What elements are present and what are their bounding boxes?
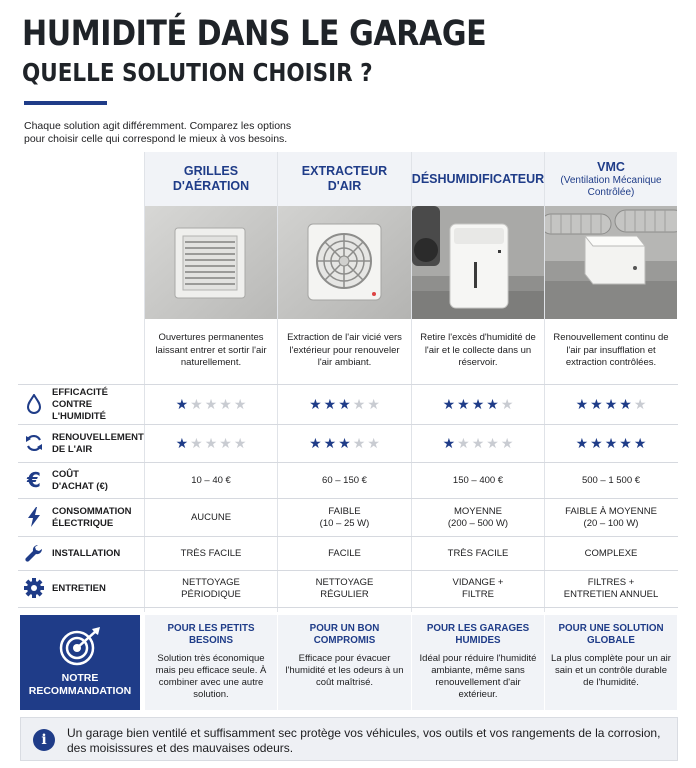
column-description: Extraction de l'air vicié vers l'extérieur pour renouveler l'air ambiant. — [287, 332, 402, 369]
title-line-2: QUELLE SOLUTION CHOISIR ? — [22, 58, 373, 87]
star-empty-icon: ★ — [190, 435, 203, 452]
consumption-value: FAIBLE À MOYENNE (20 – 100 W) — [565, 505, 657, 529]
row-label-consommation: CONSOMMATION ÉLECTRIQUE — [52, 505, 132, 529]
star-filled-icon: ★ — [619, 397, 632, 413]
installation-value: TRÈS FACILE — [180, 547, 242, 559]
star-filled-icon: ★ — [323, 435, 337, 452]
star-empty-icon: ★ — [190, 397, 203, 413]
cost-value: 60 – 150 € — [322, 474, 367, 486]
title-line-1: HUMIDITÉ DANS LE GARAGE — [22, 14, 487, 54]
consumption-value: AUCUNE — [190, 511, 232, 523]
rating-stars — [145, 425, 277, 462]
rating-stars — [545, 425, 677, 462]
star-filled-icon: ★ — [442, 397, 456, 413]
star-empty-icon: ★ — [204, 435, 218, 452]
euro-icon: € — [27, 468, 41, 492]
rating-stars — [412, 425, 544, 462]
column-description: Retire l'excès d'humidité de l'air et le collecte dans un réservoir. — [420, 332, 536, 369]
recommendation-text: La plus complète pour un air sain et un contrôle durable de l'humidité. — [551, 653, 671, 688]
column-description: Renouvellement continu de l'air par insufflation et extraction contrôlées. — [553, 332, 669, 369]
star-filled-icon: ★ — [338, 435, 351, 452]
wrench-icon — [24, 543, 44, 563]
cost-value: 150 – 400 € — [452, 474, 504, 486]
cost-value: 500 – 1 500 € — [581, 474, 641, 486]
row-divider — [18, 607, 678, 608]
recommendation-box — [20, 615, 140, 710]
stars — [176, 398, 247, 412]
column-header-vmc — [545, 152, 677, 206]
installation-value: TRÈS FACILE — [447, 547, 509, 559]
refresh-icon — [24, 433, 44, 453]
star-empty-icon: ★ — [367, 397, 380, 413]
row-label-entretien: ENTRETIEN — [52, 583, 106, 594]
cost-value: 10 – 40 € — [191, 474, 231, 486]
recommendation-heading: POUR UN BON COMPROMIS — [309, 623, 380, 646]
star-empty-icon: ★ — [457, 435, 470, 452]
column-title: VMC — [597, 159, 625, 174]
stars — [443, 398, 514, 412]
recommendation-heading: POUR UNE SOLUTION GLOBALE — [558, 623, 664, 646]
vent-grille-photo — [145, 206, 277, 319]
gear-icon — [24, 578, 44, 598]
recommendation-deshumidificateur — [412, 615, 544, 710]
star-empty-icon: ★ — [500, 397, 514, 413]
column-description: Ouvertures permanentes laissant entrer et sortir l'air naturellement. — [155, 332, 267, 369]
star-filled-icon: ★ — [309, 397, 322, 413]
rating-stars — [545, 386, 677, 424]
recommendation-label: NOTRE RECOMMANDATION — [28, 672, 132, 697]
consumption-value: FAIBLE (10 – 25 W) — [319, 505, 370, 529]
star-filled-icon: ★ — [471, 397, 485, 413]
extractor-fan-photo — [278, 206, 411, 319]
row-label-efficacite: EFFICACITÉ CONTRE L'HUMIDITÉ — [52, 387, 108, 422]
recommendation-heading: POUR LES PETITS BESOINS — [167, 623, 255, 646]
star-filled-icon: ★ — [633, 435, 647, 452]
target-icon — [58, 627, 102, 672]
row-label-cout: COÛT D'ACHAT (€) — [52, 468, 108, 492]
row-label-installation: INSTALLATION — [52, 547, 121, 559]
star-empty-icon: ★ — [352, 397, 366, 413]
column-title: GRILLES D'AÉRATION — [172, 164, 250, 193]
row-label-renouvellement: RENOUVELLEMENT DE L'AIR — [52, 431, 144, 455]
star-empty-icon: ★ — [471, 435, 485, 452]
column-title: EXTRACTEUR D'AIR — [301, 164, 388, 193]
rating-stars — [412, 386, 544, 424]
star-filled-icon: ★ — [575, 435, 589, 452]
star-empty-icon: ★ — [352, 435, 366, 452]
stars — [443, 437, 514, 451]
column-subtitle: (Ventilation Mécanique Contrôlée) — [560, 174, 662, 198]
star-empty-icon: ★ — [500, 435, 514, 452]
star-filled-icon: ★ — [175, 435, 189, 452]
maintenance-value: VIDANGE + FILTRE — [452, 577, 504, 600]
recommendation-text: Idéal pour réduire l'humidité ambiante, même sans renouvellement d'air extérieur. — [419, 653, 537, 700]
title-underline — [24, 101, 107, 105]
column-header-extracteur — [278, 152, 411, 206]
star-empty-icon: ★ — [219, 397, 232, 413]
stars — [576, 398, 647, 412]
star-filled-icon: ★ — [175, 397, 189, 413]
column-title: DÉSHUMIDIFICATEUR — [411, 171, 545, 186]
star-filled-icon: ★ — [457, 397, 470, 413]
vmc-unit-photo — [545, 206, 677, 319]
star-empty-icon: ★ — [233, 435, 247, 452]
intro-text: Chaque solution agit différemment. Comparez les options pour choisir celle qui correspond le mieux à vos besoins. — [24, 120, 292, 145]
star-filled-icon: ★ — [575, 397, 589, 413]
rating-stars — [145, 386, 277, 424]
info-footer — [20, 717, 678, 761]
maintenance-value: FILTRES + ENTRETIEN ANNUEL — [563, 577, 659, 600]
rating-stars — [278, 425, 411, 462]
stars — [309, 437, 380, 451]
maintenance-value: NETTOYAGE PÉRIODIQUE — [181, 577, 241, 600]
star-empty-icon: ★ — [367, 435, 380, 452]
star-filled-icon: ★ — [604, 435, 618, 452]
star-empty-icon: ★ — [204, 397, 218, 413]
column-header-deshumidificateur — [412, 152, 544, 206]
star-filled-icon: ★ — [604, 397, 618, 413]
rating-stars — [278, 386, 411, 424]
lightning-icon — [24, 507, 44, 527]
stars — [576, 437, 647, 451]
star-empty-icon: ★ — [633, 397, 647, 413]
installation-value: FACILE — [328, 547, 361, 559]
recommendation-vmc — [545, 615, 677, 710]
star-empty-icon: ★ — [486, 435, 499, 452]
water-drop-icon — [24, 394, 44, 414]
star-empty-icon: ★ — [233, 397, 247, 413]
star-filled-icon: ★ — [338, 397, 351, 413]
stars — [176, 437, 247, 451]
info-icon: i — [33, 729, 55, 751]
star-filled-icon: ★ — [619, 435, 632, 452]
maintenance-value: NETTOYAGE RÉGULIER — [315, 577, 374, 600]
star-filled-icon: ★ — [309, 435, 322, 452]
star-empty-icon: ★ — [219, 435, 232, 452]
star-filled-icon: ★ — [590, 397, 603, 413]
star-filled-icon: ★ — [486, 397, 499, 413]
recommendation-heading: POUR LES GARAGES HUMIDES — [426, 623, 530, 646]
consumption-value: MOYENNE (200 – 500 W) — [447, 505, 509, 529]
star-filled-icon: ★ — [590, 435, 603, 452]
recommendation-text: Efficace pour évacuer l'humidité et les odeurs à un coût maîtrisé. — [285, 653, 404, 688]
star-filled-icon: ★ — [442, 435, 456, 452]
footer-text: Un garage bien ventilé et suffisamment sec protège vos véhicules, vos outils et vos rangements de la corrosion, des moisissures et des mauvaises odeurs. — [67, 726, 661, 755]
star-filled-icon: ★ — [323, 397, 337, 413]
installation-value: COMPLEXE — [584, 547, 638, 559]
recommendation-text: Solution très économique mais peu efficace seule. À combiner avec une autre solution. — [155, 653, 267, 700]
recommendation-grilles — [145, 615, 277, 710]
column-header-grilles — [145, 152, 277, 206]
row-divider — [18, 384, 678, 385]
recommendation-extracteur — [278, 615, 411, 710]
stars — [309, 398, 380, 412]
dehumidifier-photo — [412, 206, 544, 319]
